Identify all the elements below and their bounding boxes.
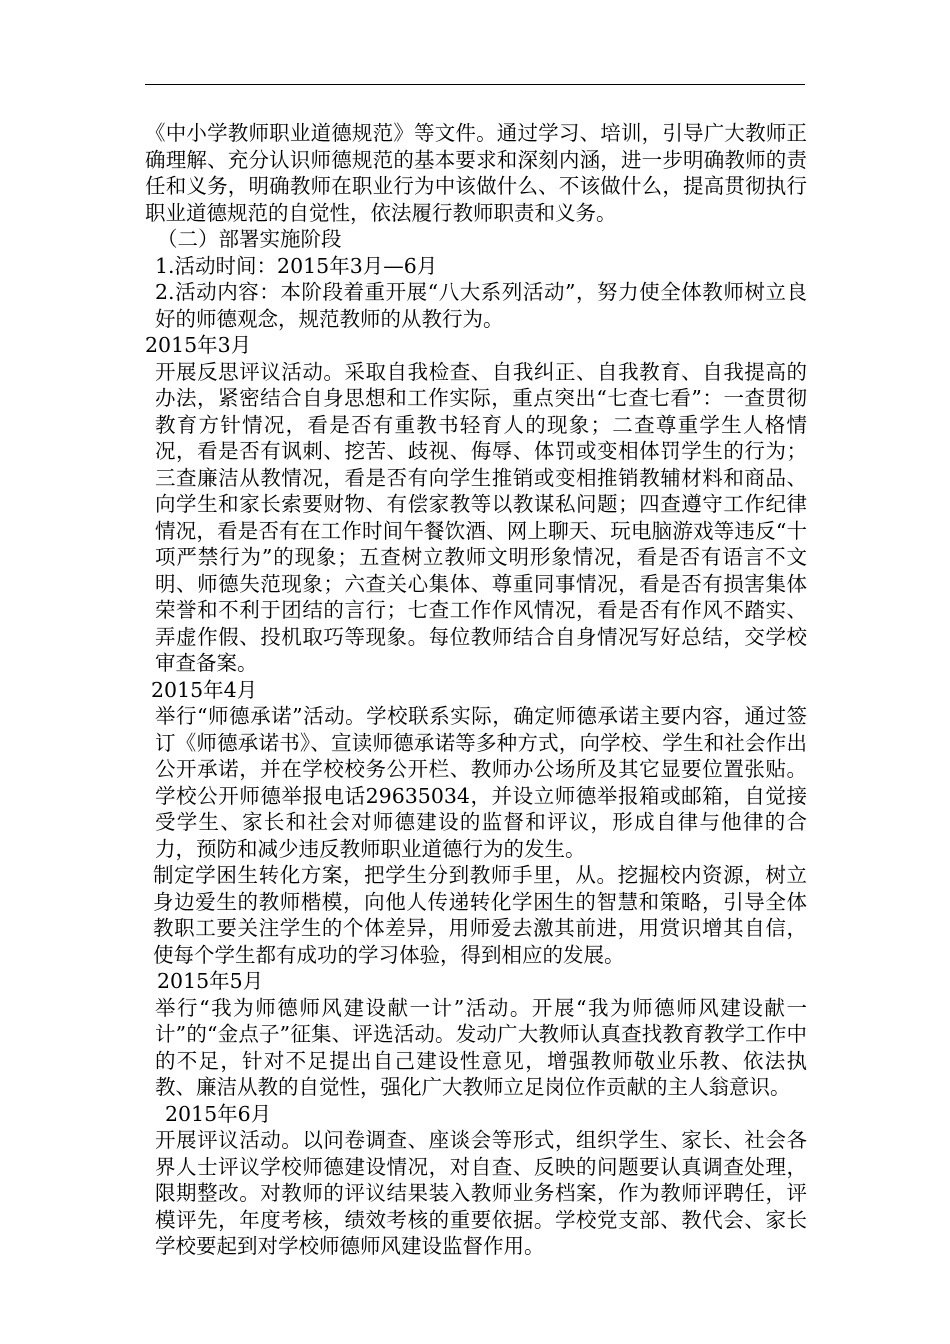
paragraph-evaluation-activity: 开展评议活动。以问卷调查、座谈会等形式，组织学生、家长、社会各界人士评议学校师德建设情况，对自查、反映的问题要认真调查处理，限期整改。对教师的评议结果装入教师业务档案，作为教师评聘任，评模评先，年度考核，绩效考核的重要依据。学校党支部、教代会、家长学校要起到对学校师德师风建设监督作用。 [155, 1128, 807, 1258]
paragraph-study-documents: 《中小学教师职业道德规范》等文件。通过学习、培训，引导广大教师正确理解、充分认识师德规范的基本要求和深刻内涵，进一步明确教师的责任和义务，明确教师在职业行为中该做什么、不该做什么，提高贯彻执行职业道德规范的自觉性，依法履行教师职责和义务。 [145, 121, 807, 225]
paragraph-activity-content: 2.活动内容：本阶段着重开展“八大系列活动”，努力使全体教师树立良好的师德观念，规范教师的从教行为。 [155, 280, 807, 331]
section-heading-deployment: （二）部署实施阶段 [157, 227, 342, 251]
paragraph-suggestion-campaign: 举行“我为师德师风建设献一计”活动。开展“我为师德师风建设献一计”的“金点子”征集、评选活动。发动广大教师认真查找教育教学工作中的不足，针对不足提出自己建设性意见，增强教师敬业乐教、依法执教、廉洁从教的自觉性，强化广大教师立足岗位作贡献的主人翁意识。 [155, 995, 807, 1099]
paragraph-reflection-review: 开展反思评议活动。采取自我检查、自我纠正、自我教育、自我提高的办法，紧密结合自身思想和工作实际，重点突出“七查七看”：一查贯彻教育方针情况，看是否有重教书轻育人的现象；二查尊重学生人格情况，看是否有讽刺、挖苦、歧视、侮辱、体罚或变相体罚学生的行为；三查廉洁从教情况，看是否有向学生推销或变相推销教辅材料和商品、向学生和家长索要财物、有偿家教等以教谋私问题；四查遵守工作纪律情况，看是否有在工作时间午餐饮酒、网上聊天、玩电脑游戏等违反“十项严禁行为”的现象；五查树立教师文明形象情况，看是否有语言不文明、师德失范现象；六查关心集体、尊重同事情况，看是否有损害集体荣誉和不利于团结的言行；七查工作作风情况，看是否有作风不踏实、弄虚作假、投机取巧等现象。每位教师结合自身情况写好总结，交学校审查备案。 [155, 359, 807, 675]
month-heading-april: 2015年4月 [151, 677, 258, 702]
month-heading-may: 2015年5月 [157, 969, 264, 993]
paragraph-struggling-students: 制定学困生转化方案，把学生分到教师手里，从。挖掘校内资源，树立身边爱生的教师楷模，向他人传递转化学困生的智慧和策略，引导全体教职工要关注学生的个体差异，用师爱去激其前进，用赏识增其自信，使每个学生都有成功的学习体验，得到相应的发展。 [153, 863, 807, 967]
header-rule [145, 84, 805, 85]
paragraph-ethics-pledge: 举行“师德承诺”活动。学校联系实际，确定师德承诺主要内容，通过签订《师德承诺书》、宣读师德承诺等多种方式，向学校、学生和社会作出公开承诺，并在学校校务公开栏、教师办公场所及其它显要位置张贴。学校公开师德举报电话29635034，并设立师德举报箱或邮箱，自觉接受学生、家长和社会对师德建设的监督和评议，形成自律与他律的合力，预防和减少违反教师职业道德行为的发生。 [155, 704, 807, 861]
month-heading-march: 2015年3月 [145, 333, 252, 357]
month-heading-june: 2015年6月 [165, 1101, 272, 1126]
paragraph-activity-time: 1.活动时间：2015年3月—6月 [155, 253, 438, 278]
document-body [145, 120, 807, 1260]
